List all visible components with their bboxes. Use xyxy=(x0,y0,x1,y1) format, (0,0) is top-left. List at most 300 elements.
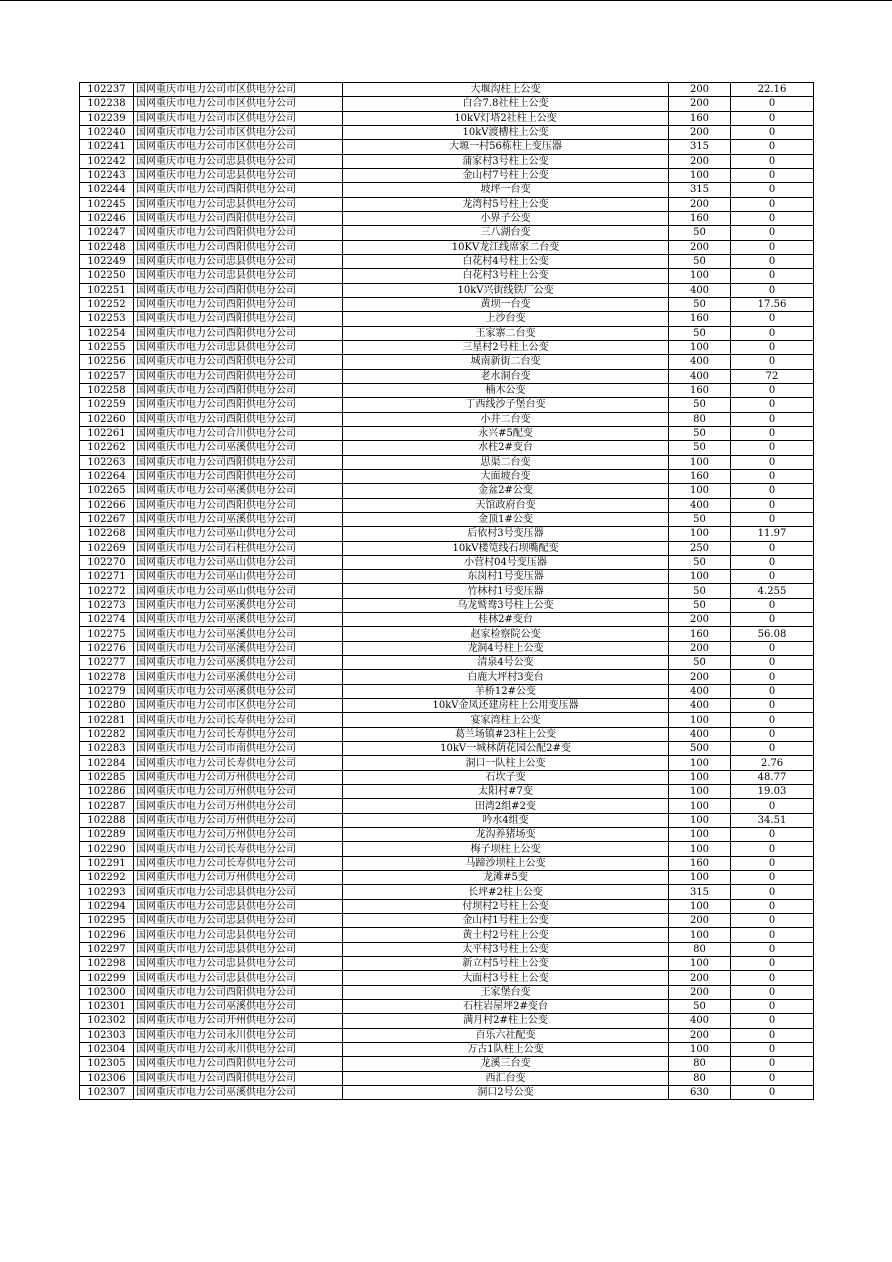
row-value-cell: 0 xyxy=(731,555,814,569)
row-capacity-cell: 80 xyxy=(669,1071,731,1085)
row-capacity-cell: 200 xyxy=(669,83,731,97)
row-company-cell: 国网重庆市电力公司巫溪供电分公司 xyxy=(134,1085,343,1099)
row-company-cell: 国网重庆市电力公司长寿供电分公司 xyxy=(134,842,343,856)
row-capacity-cell: 50 xyxy=(669,226,731,240)
row-company-cell: 国网重庆市电力公司酉阳供电分公司 xyxy=(134,985,343,999)
row-value-cell: 0 xyxy=(731,727,814,741)
row-value-cell: 0 xyxy=(731,885,814,899)
row-value-cell: 0 xyxy=(731,269,814,283)
row-capacity-cell: 200 xyxy=(669,97,731,111)
row-value-cell: 0 xyxy=(731,1071,814,1085)
row-company-cell: 国网重庆市电力公司酉阳供电分公司 xyxy=(134,412,343,426)
table-row xyxy=(80,727,814,741)
row-id-cell: 102281 xyxy=(80,713,134,727)
row-id-cell: 102305 xyxy=(80,1057,134,1071)
row-company-cell: 国网重庆市电力公司万州供电分公司 xyxy=(134,871,343,885)
row-value-cell: 11.97 xyxy=(731,527,814,541)
row-company-cell: 国网重庆市电力公司长寿供电分公司 xyxy=(134,713,343,727)
row-name-cell: 王家堡台变 xyxy=(343,985,669,999)
row-name-cell: 龙沟养猪场变 xyxy=(343,828,669,842)
row-capacity-cell: 400 xyxy=(669,1014,731,1028)
row-company-cell: 国网重庆市电力公司石柱供电分公司 xyxy=(134,541,343,555)
row-value-cell: 0 xyxy=(731,326,814,340)
table-row xyxy=(80,1057,814,1071)
row-name-cell: 王家寨二台变 xyxy=(343,326,669,340)
row-name-cell: 黄坝一台变 xyxy=(343,297,669,311)
row-name-cell: 金盆2#公变 xyxy=(343,484,669,498)
row-capacity-cell: 100 xyxy=(669,269,731,283)
row-value-cell: 0 xyxy=(731,226,814,240)
row-name-cell: 白花村3号柱上公变 xyxy=(343,269,669,283)
row-capacity-cell: 100 xyxy=(669,871,731,885)
row-id-cell: 102248 xyxy=(80,240,134,254)
table-row xyxy=(80,684,814,698)
row-company-cell: 国网重庆市电力公司市区供电分公司 xyxy=(134,140,343,154)
row-name-cell: 羊桥12#公变 xyxy=(343,684,669,698)
row-company-cell: 国网重庆市电力公司市区供电分公司 xyxy=(134,111,343,125)
row-id-cell: 102307 xyxy=(80,1085,134,1099)
row-value-cell: 0 xyxy=(731,713,814,727)
row-company-cell: 国网重庆市电力公司合川供电分公司 xyxy=(134,426,343,440)
row-name-cell: 小井二台变 xyxy=(343,412,669,426)
row-value-cell: 0 xyxy=(731,1000,814,1014)
row-name-cell: 乌龙鹫鸯3号柱上公变 xyxy=(343,598,669,612)
row-id-cell: 102246 xyxy=(80,211,134,225)
row-capacity-cell: 100 xyxy=(669,756,731,770)
row-company-cell: 国网重庆市电力公司忠县供电分公司 xyxy=(134,340,343,354)
row-company-cell: 国网重庆市电力公司巫溪供电分公司 xyxy=(134,641,343,655)
row-value-cell: 0 xyxy=(731,799,814,813)
table-row xyxy=(80,340,814,354)
row-company-cell: 国网重庆市电力公司巫溪供电分公司 xyxy=(134,484,343,498)
row-company-cell: 国网重庆市电力公司忠县供电分公司 xyxy=(134,254,343,268)
row-company-cell: 国网重庆市电力公司酉阳供电分公司 xyxy=(134,355,343,369)
row-company-cell: 国网重庆市电力公司永川供电分公司 xyxy=(134,1028,343,1042)
row-value-cell: 0 xyxy=(731,570,814,584)
table-row xyxy=(80,312,814,326)
row-value-cell: 0 xyxy=(731,942,814,956)
row-capacity-cell: 200 xyxy=(669,670,731,684)
row-capacity-cell: 100 xyxy=(669,770,731,784)
row-value-cell: 34.51 xyxy=(731,813,814,827)
row-value-cell: 0 xyxy=(731,240,814,254)
table-row xyxy=(80,885,814,899)
row-name-cell: 赵家检察院公变 xyxy=(343,627,669,641)
row-company-cell: 国网重庆市电力公司长寿供电分公司 xyxy=(134,727,343,741)
row-id-cell: 102275 xyxy=(80,627,134,641)
table-row xyxy=(80,1014,814,1028)
row-capacity-cell: 315 xyxy=(669,140,731,154)
row-name-cell: 葛兰场镇#23柱上公变 xyxy=(343,727,669,741)
row-id-cell: 102269 xyxy=(80,541,134,555)
row-capacity-cell: 50 xyxy=(669,584,731,598)
row-name-cell: 10kV金凤还建房柱上公用变压器 xyxy=(343,699,669,713)
row-company-cell: 国网重庆市电力公司巫山供电分公司 xyxy=(134,570,343,584)
row-id-cell: 102263 xyxy=(80,455,134,469)
row-name-cell: 大面村3号柱上公变 xyxy=(343,971,669,985)
row-capacity-cell: 400 xyxy=(669,355,731,369)
row-value-cell: 0 xyxy=(731,312,814,326)
table-row xyxy=(80,168,814,182)
row-capacity-cell: 160 xyxy=(669,111,731,125)
row-company-cell: 国网重庆市电力公司市区供电分公司 xyxy=(134,125,343,139)
row-name-cell: 10kV一城林荫花园公配2#变 xyxy=(343,742,669,756)
row-capacity-cell: 100 xyxy=(669,340,731,354)
row-value-cell: 0 xyxy=(731,842,814,856)
row-id-cell: 102303 xyxy=(80,1028,134,1042)
row-id-cell: 102245 xyxy=(80,197,134,211)
row-name-cell: 长坪#2柱上公变 xyxy=(343,885,669,899)
row-capacity-cell: 160 xyxy=(669,627,731,641)
row-company-cell: 国网重庆市电力公司万州供电分公司 xyxy=(134,799,343,813)
row-company-cell: 国网重庆市电力公司巫溪供电分公司 xyxy=(134,613,343,627)
table-row xyxy=(80,125,814,139)
row-name-cell: 龙湾村5号柱上公变 xyxy=(343,197,669,211)
row-company-cell: 国网重庆市电力公司永川供电分公司 xyxy=(134,1042,343,1056)
row-id-cell: 102276 xyxy=(80,641,134,655)
table-row xyxy=(80,942,814,956)
row-name-cell: 上沙台变 xyxy=(343,312,669,326)
row-id-cell: 102287 xyxy=(80,799,134,813)
row-capacity-cell: 50 xyxy=(669,254,731,268)
row-company-cell: 国网重庆市电力公司万州供电分公司 xyxy=(134,785,343,799)
row-capacity-cell: 250 xyxy=(669,541,731,555)
row-value-cell: 0 xyxy=(731,1057,814,1071)
row-value-cell: 0 xyxy=(731,985,814,999)
row-value-cell: 48.77 xyxy=(731,770,814,784)
row-id-cell: 102240 xyxy=(80,125,134,139)
row-value-cell: 0 xyxy=(731,656,814,670)
row-capacity-cell: 500 xyxy=(669,742,731,756)
table-row xyxy=(80,254,814,268)
table-row xyxy=(80,326,814,340)
table-row xyxy=(80,598,814,612)
table-row xyxy=(80,555,814,569)
row-company-cell: 国网重庆市电力公司酉阳供电分公司 xyxy=(134,326,343,340)
row-value-cell: 0 xyxy=(731,512,814,526)
row-name-cell: 桂林2#变台 xyxy=(343,613,669,627)
row-value-cell: 0 xyxy=(731,541,814,555)
row-value-cell: 0 xyxy=(731,283,814,297)
row-id-cell: 102280 xyxy=(80,699,134,713)
table-row xyxy=(80,97,814,111)
row-id-cell: 102249 xyxy=(80,254,134,268)
row-capacity-cell: 200 xyxy=(669,985,731,999)
row-company-cell: 国网重庆市电力公司巫溪供电分公司 xyxy=(134,670,343,684)
row-name-cell: 城南新街二台变 xyxy=(343,355,669,369)
row-name-cell: 石柱岩屋坪2#变台 xyxy=(343,1000,669,1014)
row-capacity-cell: 160 xyxy=(669,211,731,225)
row-company-cell: 国网重庆市电力公司万州供电分公司 xyxy=(134,813,343,827)
row-capacity-cell: 50 xyxy=(669,512,731,526)
row-company-cell: 国网重庆市电力公司忠县供电分公司 xyxy=(134,914,343,928)
row-name-cell: 龙洞4号柱上公变 xyxy=(343,641,669,655)
row-name-cell: 丁西线沙子堡台变 xyxy=(343,398,669,412)
row-value-cell: 0 xyxy=(731,97,814,111)
row-capacity-cell: 400 xyxy=(669,684,731,698)
table-row xyxy=(80,512,814,526)
table-row xyxy=(80,1085,814,1099)
row-value-cell: 0 xyxy=(731,140,814,154)
row-capacity-cell: 160 xyxy=(669,856,731,870)
row-name-cell: 坡坪一台变 xyxy=(343,183,669,197)
row-id-cell: 102272 xyxy=(80,584,134,598)
row-capacity-cell: 50 xyxy=(669,1000,731,1014)
row-value-cell: 0 xyxy=(731,355,814,369)
row-capacity-cell: 200 xyxy=(669,154,731,168)
table-row xyxy=(80,770,814,784)
row-capacity-cell: 100 xyxy=(669,842,731,856)
row-company-cell: 国网重庆市电力公司市区供电分公司 xyxy=(134,699,343,713)
row-capacity-cell: 315 xyxy=(669,885,731,899)
row-company-cell: 国网重庆市电力公司万州供电分公司 xyxy=(134,770,343,784)
row-name-cell: 白鹿大坪村3变台 xyxy=(343,670,669,684)
row-company-cell: 国网重庆市电力公司酉阳供电分公司 xyxy=(134,312,343,326)
row-capacity-cell: 100 xyxy=(669,799,731,813)
row-name-cell: 满月村2#柱上公变 xyxy=(343,1014,669,1028)
row-name-cell: 龙溪三台变 xyxy=(343,1057,669,1071)
row-capacity-cell: 100 xyxy=(669,928,731,942)
table-row xyxy=(80,297,814,311)
row-capacity-cell: 400 xyxy=(669,727,731,741)
row-id-cell: 102250 xyxy=(80,269,134,283)
table-body xyxy=(80,83,814,1100)
row-id-cell: 102270 xyxy=(80,555,134,569)
table-row xyxy=(80,856,814,870)
row-id-cell: 102289 xyxy=(80,828,134,842)
row-name-cell: 竹林村1号变压器 xyxy=(343,584,669,598)
row-value-cell: 0 xyxy=(731,914,814,928)
row-id-cell: 102257 xyxy=(80,369,134,383)
row-id-cell: 102286 xyxy=(80,785,134,799)
row-name-cell: 思渠二台变 xyxy=(343,455,669,469)
row-company-cell: 国网重庆市电力公司酉阳供电分公司 xyxy=(134,383,343,397)
row-name-cell: 金山村1号柱上公变 xyxy=(343,914,669,928)
row-capacity-cell: 400 xyxy=(669,699,731,713)
table-row xyxy=(80,140,814,154)
row-id-cell: 102273 xyxy=(80,598,134,612)
row-name-cell: 金山村7号柱上公变 xyxy=(343,168,669,182)
row-company-cell: 国网重庆市电力公司市南供电分公司 xyxy=(134,742,343,756)
row-company-cell: 国网重庆市电力公司巫山供电分公司 xyxy=(134,527,343,541)
row-company-cell: 国网重庆市电力公司忠县供电分公司 xyxy=(134,269,343,283)
table-row xyxy=(80,656,814,670)
table-row xyxy=(80,971,814,985)
row-capacity-cell: 50 xyxy=(669,441,731,455)
table-row xyxy=(80,111,814,125)
table-row xyxy=(80,369,814,383)
row-value-cell: 0 xyxy=(731,1014,814,1028)
table-row xyxy=(80,283,814,297)
row-company-cell: 国网重庆市电力公司巫溪供电分公司 xyxy=(134,1000,343,1014)
row-capacity-cell: 100 xyxy=(669,455,731,469)
row-id-cell: 102239 xyxy=(80,111,134,125)
row-company-cell: 国网重庆市电力公司巫山供电分公司 xyxy=(134,555,343,569)
row-company-cell: 国网重庆市电力公司忠县供电分公司 xyxy=(134,197,343,211)
row-company-cell: 国网重庆市电力公司巫溪供电分公司 xyxy=(134,627,343,641)
table-row xyxy=(80,914,814,928)
row-value-cell: 0 xyxy=(731,398,814,412)
row-capacity-cell: 200 xyxy=(669,971,731,985)
row-name-cell: 太阳村#7变 xyxy=(343,785,669,799)
row-id-cell: 102266 xyxy=(80,498,134,512)
row-company-cell: 国网重庆市电力公司酉阳供电分公司 xyxy=(134,297,343,311)
row-id-cell: 102265 xyxy=(80,484,134,498)
row-value-cell: 0 xyxy=(731,971,814,985)
row-name-cell: 石坎子变 xyxy=(343,770,669,784)
row-capacity-cell: 400 xyxy=(669,369,731,383)
row-name-cell: 后依村3号变压器 xyxy=(343,527,669,541)
row-value-cell: 0 xyxy=(731,412,814,426)
table-row xyxy=(80,441,814,455)
row-capacity-cell: 50 xyxy=(669,297,731,311)
table-row xyxy=(80,871,814,885)
row-value-cell: 0 xyxy=(731,111,814,125)
row-name-cell: 黄土村2号柱上公变 xyxy=(343,928,669,942)
table-row xyxy=(80,383,814,397)
row-company-cell: 国网重庆市电力公司酉阳供电分公司 xyxy=(134,211,343,225)
row-value-cell: 19.03 xyxy=(731,785,814,799)
table-row xyxy=(80,756,814,770)
table-row xyxy=(80,355,814,369)
row-value-cell: 0 xyxy=(731,168,814,182)
row-capacity-cell: 80 xyxy=(669,942,731,956)
row-id-cell: 102258 xyxy=(80,383,134,397)
row-name-cell: 白合7.8社柱上公变 xyxy=(343,97,669,111)
table-row xyxy=(80,928,814,942)
row-id-cell: 102288 xyxy=(80,813,134,827)
table-row xyxy=(80,699,814,713)
table-row xyxy=(80,899,814,913)
row-capacity-cell: 80 xyxy=(669,412,731,426)
row-capacity-cell: 80 xyxy=(669,1057,731,1071)
row-company-cell: 国网重庆市电力公司巫溪供电分公司 xyxy=(134,512,343,526)
row-company-cell: 国网重庆市电力公司酉阳供电分公司 xyxy=(134,226,343,240)
row-company-cell: 国网重庆市电力公司长寿供电分公司 xyxy=(134,756,343,770)
row-value-cell: 0 xyxy=(731,383,814,397)
table-row xyxy=(80,1028,814,1042)
row-name-cell: 10kV兴街线铁厂公变 xyxy=(343,283,669,297)
row-name-cell: 新立村5号柱上公变 xyxy=(343,957,669,971)
row-capacity-cell: 200 xyxy=(669,240,731,254)
row-name-cell: 永兴#5配变 xyxy=(343,426,669,440)
row-id-cell: 102290 xyxy=(80,842,134,856)
row-id-cell: 102244 xyxy=(80,183,134,197)
row-value-cell: 0 xyxy=(731,928,814,942)
row-capacity-cell: 100 xyxy=(669,785,731,799)
row-id-cell: 102302 xyxy=(80,1014,134,1028)
row-id-cell: 102237 xyxy=(80,83,134,97)
row-value-cell: 56.08 xyxy=(731,627,814,641)
row-company-cell: 国网重庆市电力公司忠县供电分公司 xyxy=(134,942,343,956)
row-company-cell: 国网重庆市电力公司巫溪供电分公司 xyxy=(134,441,343,455)
row-id-cell: 102271 xyxy=(80,570,134,584)
row-id-cell: 102297 xyxy=(80,942,134,956)
row-capacity-cell: 400 xyxy=(669,498,731,512)
row-value-cell: 0 xyxy=(731,484,814,498)
row-value-cell: 0 xyxy=(731,498,814,512)
row-capacity-cell: 630 xyxy=(669,1085,731,1099)
table-row xyxy=(80,183,814,197)
row-value-cell: 0 xyxy=(731,699,814,713)
row-value-cell: 0 xyxy=(731,598,814,612)
row-name-cell: 洞口一队柱上公变 xyxy=(343,756,669,770)
row-id-cell: 102254 xyxy=(80,326,134,340)
row-value-cell: 0 xyxy=(731,125,814,139)
row-name-cell: 太平村3号柱上公变 xyxy=(343,942,669,956)
row-value-cell: 0 xyxy=(731,154,814,168)
row-name-cell: 田湾2组#2变 xyxy=(343,799,669,813)
row-capacity-cell: 100 xyxy=(669,168,731,182)
table-row xyxy=(80,570,814,584)
row-company-cell: 国网重庆市电力公司巫溪供电分公司 xyxy=(134,598,343,612)
row-id-cell: 102293 xyxy=(80,885,134,899)
row-name-cell: 付坝村2号柱上公变 xyxy=(343,899,669,913)
row-company-cell: 国网重庆市电力公司市区供电分公司 xyxy=(134,83,343,97)
row-value-cell: 0 xyxy=(731,183,814,197)
row-capacity-cell: 100 xyxy=(669,957,731,971)
row-capacity-cell: 160 xyxy=(669,383,731,397)
row-name-cell: 大面坡台变 xyxy=(343,469,669,483)
table-row xyxy=(80,985,814,999)
row-id-cell: 102259 xyxy=(80,398,134,412)
row-company-cell: 国网重庆市电力公司忠县供电分公司 xyxy=(134,168,343,182)
row-id-cell: 102306 xyxy=(80,1071,134,1085)
row-value-cell: 0 xyxy=(731,670,814,684)
row-value-cell: 0 xyxy=(731,871,814,885)
row-capacity-cell: 100 xyxy=(669,813,731,827)
row-company-cell: 国网重庆市电力公司酉阳供电分公司 xyxy=(134,283,343,297)
table-row xyxy=(80,426,814,440)
row-id-cell: 102284 xyxy=(80,756,134,770)
row-capacity-cell: 50 xyxy=(669,555,731,569)
table-row xyxy=(80,584,814,598)
table-row xyxy=(80,828,814,842)
row-company-cell: 国网重庆市电力公司忠县供电分公司 xyxy=(134,928,343,942)
row-value-cell: 4.255 xyxy=(731,584,814,598)
row-name-cell: 三星村2号柱上公变 xyxy=(343,340,669,354)
table-row xyxy=(80,713,814,727)
row-value-cell: 0 xyxy=(731,1028,814,1042)
table-row xyxy=(80,83,814,97)
row-id-cell: 102261 xyxy=(80,426,134,440)
row-id-cell: 102298 xyxy=(80,957,134,971)
row-id-cell: 102295 xyxy=(80,914,134,928)
row-name-cell: 10kV渡槽柱上公变 xyxy=(343,125,669,139)
row-id-cell: 102278 xyxy=(80,670,134,684)
row-name-cell: 老水洞台变 xyxy=(343,369,669,383)
row-name-cell: 西汇台变 xyxy=(343,1071,669,1085)
row-company-cell: 国网重庆市电力公司酉阳供电分公司 xyxy=(134,455,343,469)
row-id-cell: 102256 xyxy=(80,355,134,369)
row-id-cell: 102247 xyxy=(80,226,134,240)
row-name-cell: 10KV龙江线席家二台变 xyxy=(343,240,669,254)
row-value-cell: 17.56 xyxy=(731,297,814,311)
table-row xyxy=(80,1042,814,1056)
row-company-cell: 国网重庆市电力公司长寿供电分公司 xyxy=(134,856,343,870)
row-id-cell: 102255 xyxy=(80,340,134,354)
row-capacity-cell: 100 xyxy=(669,484,731,498)
row-id-cell: 102267 xyxy=(80,512,134,526)
row-company-cell: 国网重庆市电力公司忠县供电分公司 xyxy=(134,971,343,985)
row-id-cell: 102304 xyxy=(80,1042,134,1056)
row-name-cell: 白花村4号柱上公变 xyxy=(343,254,669,268)
row-value-cell: 0 xyxy=(731,441,814,455)
table-row xyxy=(80,197,814,211)
row-company-cell: 国网重庆市电力公司忠县供电分公司 xyxy=(134,957,343,971)
table-row xyxy=(80,226,814,240)
row-id-cell: 102299 xyxy=(80,971,134,985)
